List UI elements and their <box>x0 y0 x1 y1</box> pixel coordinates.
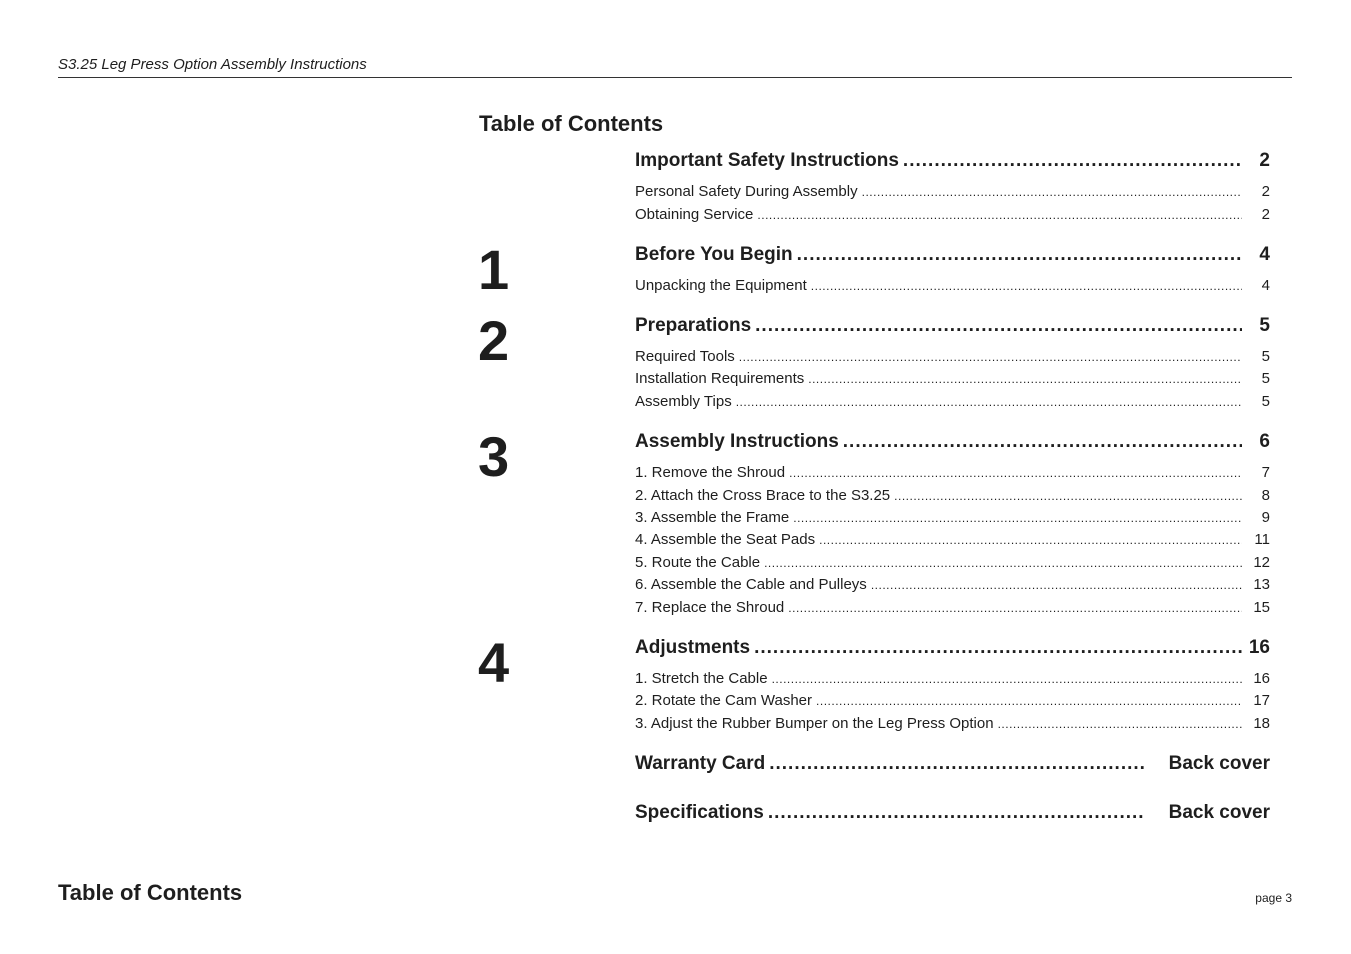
toc-entry-remove-shroud[interactable] <box>635 464 1270 483</box>
leader-dots <box>843 431 1242 453</box>
entry-label: Obtaining Service <box>635 206 754 223</box>
entry-label: 7. Replace the Shroud <box>635 599 785 616</box>
running-header <box>58 56 1292 78</box>
toc-entry-unpacking[interactable] <box>635 277 1270 296</box>
entry-page: 12 <box>1253 554 1270 571</box>
entry-page: 16 <box>1248 637 1270 658</box>
toc-entry-installation-requirements[interactable] <box>635 370 1270 389</box>
entry-page: 5 <box>1261 348 1270 365</box>
entry-label: Warranty Card <box>635 753 766 774</box>
toc-entry-required-tools[interactable] <box>635 348 1270 367</box>
toc-entry-assembly-instructions[interactable] <box>635 431 1270 455</box>
toc-entry-adjustments[interactable] <box>635 637 1270 661</box>
toc-entry-stretch-cable[interactable] <box>635 670 1270 689</box>
entry-page: 4 <box>1261 277 1270 294</box>
toc-entry-warranty-card[interactable] <box>635 753 1270 777</box>
toc-entry-personal-safety[interactable] <box>635 183 1270 202</box>
leader-dots <box>769 753 1144 775</box>
toc-entry-specifications[interactable] <box>635 802 1270 826</box>
entry-label: Adjustments <box>635 637 751 658</box>
entry-page: 9 <box>1261 509 1270 526</box>
entry-label: Assembly Tips <box>635 393 732 410</box>
entry-label: 4. Assemble the Seat Pads <box>635 531 816 548</box>
entry-label: 1. Stretch the Cable <box>635 670 768 687</box>
leader-dots <box>789 466 1242 480</box>
chapter-number-4: 4 <box>478 631 510 694</box>
toc-entry-assemble-frame[interactable] <box>635 509 1270 528</box>
entry-page: 8 <box>1261 487 1270 504</box>
leader-dots <box>862 185 1242 199</box>
footer-section-title: Table of Contents <box>58 880 243 905</box>
entry-page: 5 <box>1259 315 1270 336</box>
page-number: page 3 <box>1255 891 1292 905</box>
entry-label: Personal Safety During Assembly <box>635 183 858 200</box>
leader-dots <box>998 717 1242 731</box>
leader-dots <box>788 601 1242 615</box>
toc-entry-rotate-cam-washer[interactable] <box>635 692 1270 711</box>
entry-page: 2 <box>1261 206 1270 223</box>
entry-page: 15 <box>1253 599 1270 616</box>
toc-entry-obtaining-service[interactable] <box>635 206 1270 225</box>
toc-entry-preparations[interactable] <box>635 315 1270 339</box>
entry-page: 5 <box>1261 393 1270 410</box>
toc-entry-before-you-begin[interactable] <box>635 244 1270 268</box>
entry-label: Important Safety Instructions <box>635 150 899 171</box>
leader-dots <box>871 578 1242 592</box>
entry-page: 4 <box>1259 244 1270 265</box>
entry-page: 16 <box>1253 670 1270 687</box>
leader-dots <box>755 315 1242 337</box>
entry-label: Before You Begin <box>635 244 793 265</box>
entry-label: 6. Assemble the Cable and Pulleys <box>635 576 867 593</box>
leader-dots <box>757 208 1242 222</box>
entry-page: 17 <box>1253 692 1270 709</box>
entry-page: 18 <box>1253 715 1270 732</box>
toc-entry-replace-shroud[interactable] <box>635 599 1270 618</box>
entry-label: Unpacking the Equipment <box>635 277 807 294</box>
entry-label: Specifications <box>635 802 764 823</box>
leader-dots <box>797 244 1242 266</box>
leader-dots <box>736 395 1242 409</box>
entry-label: 3. Assemble the Frame <box>635 509 790 526</box>
entry-label: Assembly Instructions <box>635 431 839 452</box>
leader-dots <box>768 802 1144 824</box>
entry-page: 5 <box>1261 370 1270 387</box>
chapter-number-3: 3 <box>478 425 510 488</box>
toc-title: Table of Contents <box>479 111 664 136</box>
toc-entry-attach-cross-brace[interactable] <box>635 487 1270 506</box>
entry-page: 2 <box>1261 183 1270 200</box>
leader-dots <box>811 279 1242 293</box>
entry-label: 5. Route the Cable <box>635 554 761 571</box>
leader-dots <box>772 672 1242 686</box>
entry-page: 11 <box>1254 531 1270 548</box>
leader-dots <box>739 350 1242 364</box>
chapter-number-1: 1 <box>478 238 510 301</box>
entry-label: Installation Requirements <box>635 370 805 387</box>
entry-page: Back cover <box>1168 753 1270 774</box>
entry-page: 6 <box>1259 431 1270 452</box>
leader-dots <box>764 556 1242 570</box>
toc-entry-cable-pulleys[interactable] <box>635 576 1270 595</box>
entry-page: 13 <box>1253 576 1270 593</box>
leader-dots <box>816 694 1242 708</box>
toc-entry-rubber-bumper[interactable] <box>635 715 1270 734</box>
entry-label: Preparations <box>635 315 752 336</box>
entry-page: 2 <box>1259 150 1270 171</box>
entry-label: 3. Adjust the Rubber Bumper on the Leg Press Option <box>635 715 994 732</box>
entry-page: 7 <box>1261 464 1270 481</box>
leader-dots <box>819 533 1242 547</box>
toc-entry-assembly-tips[interactable] <box>635 393 1270 412</box>
leader-dots <box>754 637 1242 659</box>
entry-label: 1. Remove the Shroud <box>635 464 786 481</box>
leader-dots <box>808 372 1242 386</box>
entry-label: Required Tools <box>635 348 735 365</box>
leader-dots <box>894 489 1242 503</box>
document-title: S3.25 Leg Press Option Assembly Instructions <box>58 56 367 73</box>
entry-page: Back cover <box>1168 802 1270 823</box>
entry-label: 2. Attach the Cross Brace to the S3.25 <box>635 487 891 504</box>
toc-entry-assemble-seat-pads[interactable] <box>635 531 1270 550</box>
leader-dots <box>793 511 1242 525</box>
entry-label: 2. Rotate the Cam Washer <box>635 692 813 709</box>
chapter-number-2: 2 <box>478 309 510 372</box>
toc-entry-safety[interactable] <box>635 150 1270 174</box>
leader-dots <box>903 150 1242 172</box>
toc-entry-route-cable[interactable] <box>635 554 1270 573</box>
